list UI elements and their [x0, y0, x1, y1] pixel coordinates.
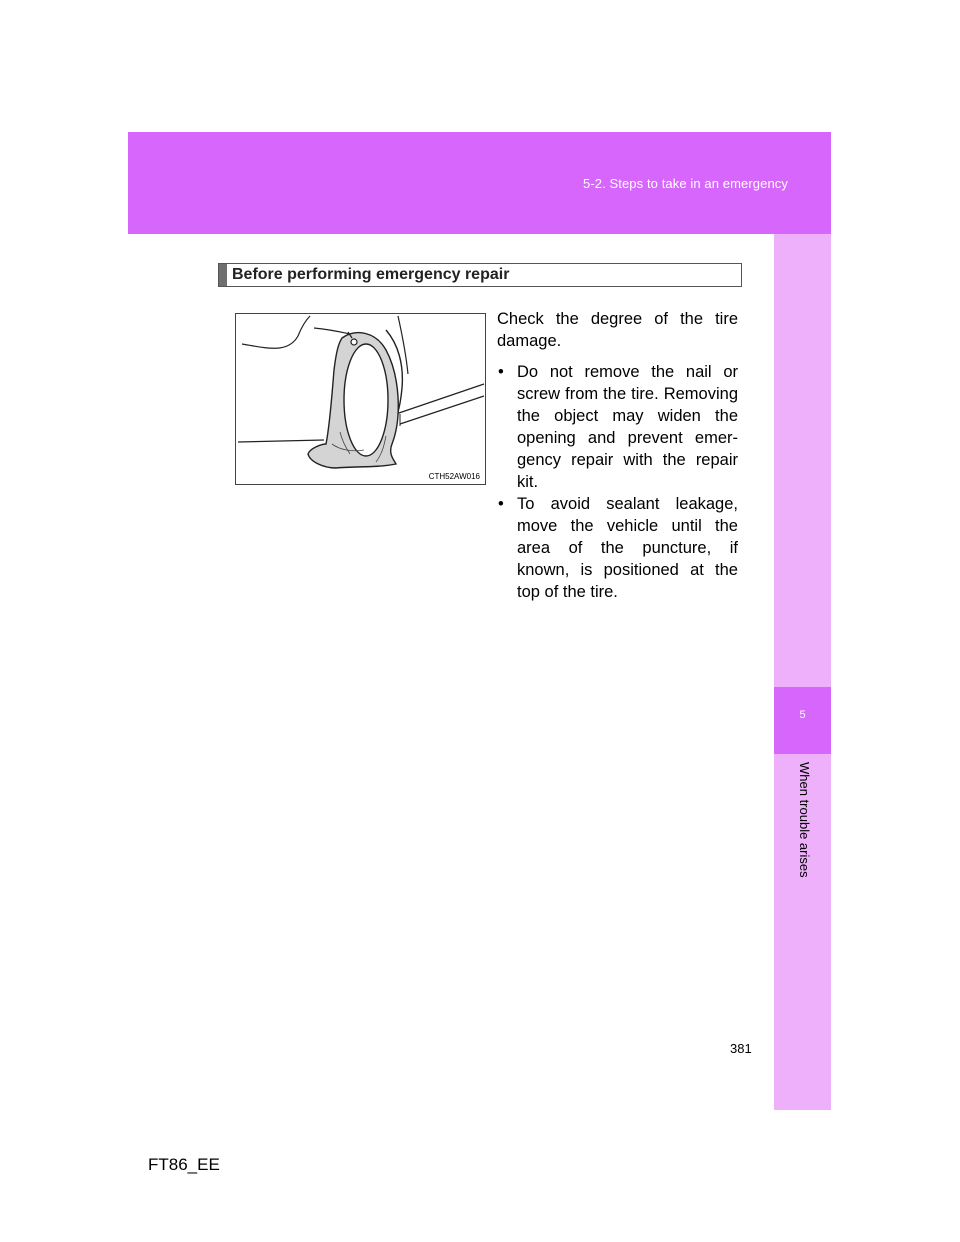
- chapter-number-block: [774, 687, 831, 754]
- chapter-title: When trouble arises: [797, 762, 812, 878]
- chapter-number: 5: [799, 709, 806, 721]
- intro-paragraph: Check the degree of the tire damage.: [497, 310, 738, 350]
- tire-drawing: [236, 314, 485, 484]
- bullet-text: To avoid sealant leakage, move the vehicle until the area of the puncture, if known, is positioned at the top of the tire.: [517, 495, 738, 601]
- model-code: FT86_EE: [148, 1155, 220, 1174]
- instructions: [497, 308, 738, 603]
- chapter-side-tab[interactable]: [774, 234, 831, 1110]
- bullet-icon: •: [498, 363, 504, 381]
- bullet-icon: •: [498, 495, 504, 513]
- section-title: 5-2. Steps to take in an emergency: [582, 176, 788, 191]
- list-item: [497, 493, 738, 603]
- heading-marker: [219, 264, 227, 286]
- subsection-heading: [218, 263, 742, 287]
- header-band: [128, 132, 831, 234]
- list-item: [497, 361, 738, 493]
- tire-illustration: [235, 313, 486, 485]
- heading-text: Before performing emergency repair: [232, 266, 510, 283]
- page-number: 381: [730, 1041, 752, 1056]
- bullet-list: [497, 361, 738, 603]
- bullet-text: Do not remove the nail or screw from the tire. Removing the object may widen the opening and prevent emer-gency repair with the repair kit.: [517, 363, 738, 491]
- figure-code: CTH52AW016: [428, 472, 480, 481]
